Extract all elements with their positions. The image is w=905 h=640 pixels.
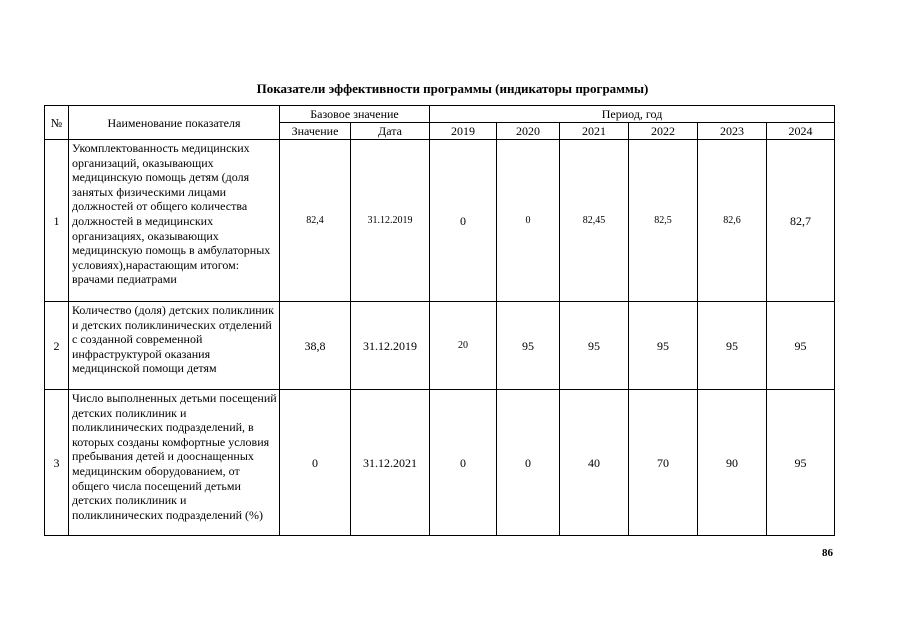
year-value-cell: 82,5	[629, 140, 698, 302]
table-row	[45, 140, 835, 302]
column-header-base-group: Базовое значение	[280, 106, 430, 123]
year-value-cell: 95	[497, 302, 560, 390]
year-value-cell: 0	[497, 390, 560, 536]
row-number: 1	[45, 140, 69, 302]
column-header-year: 2024	[767, 123, 835, 140]
indicators-table	[44, 105, 835, 536]
column-header-period-group: Период, год	[430, 106, 835, 123]
page-number: 86	[822, 547, 833, 559]
year-value-cell: 95	[698, 302, 767, 390]
year-value-cell: 70	[629, 390, 698, 536]
base-date-cell: 31.12.2021	[351, 390, 430, 536]
table-row	[45, 302, 835, 390]
year-value-cell: 95	[560, 302, 629, 390]
base-value-cell: 82,4	[280, 140, 351, 302]
indicator-name: Число выполненных детьми посещений детских поликлиник и поликлинических подразделений, в которых созданы комфортные условия пребывания детей и дооснащенных медицинским оборудованием, от общего числа посещений детьми детских поликлиник и поликлинических подразделений (%)	[69, 390, 280, 536]
year-value-cell: 82,45	[560, 140, 629, 302]
row-number: 2	[45, 302, 69, 390]
year-value-cell: 0	[430, 390, 497, 536]
column-header-year: 2019	[430, 123, 497, 140]
column-header-year: 2023	[698, 123, 767, 140]
year-value-cell: 95	[767, 302, 835, 390]
column-header-year: 2020	[497, 123, 560, 140]
table-row	[45, 390, 835, 536]
header-row-top	[45, 106, 835, 123]
year-value-cell: 82,7	[767, 140, 835, 302]
base-value-cell: 38,8	[280, 302, 351, 390]
year-value-cell: 95	[767, 390, 835, 536]
year-value-cell: 82,6	[698, 140, 767, 302]
column-header-year: 2021	[560, 123, 629, 140]
year-value-cell: 0	[497, 140, 560, 302]
indicator-name: Количество (доля) детских поликлиник и детских поликлинических отделений с созданной современной инфраструктурой оказания медицинской помощи детям	[69, 302, 280, 390]
base-date-cell: 31.12.2019	[351, 140, 430, 302]
year-value-cell: 95	[629, 302, 698, 390]
column-header-year: 2022	[629, 123, 698, 140]
year-value-cell: 40	[560, 390, 629, 536]
row-number: 3	[45, 390, 69, 536]
year-value-cell: 0	[430, 140, 497, 302]
column-header-name: Наименование показателя	[69, 106, 280, 140]
column-header-base-value: Значение	[280, 123, 351, 140]
column-header-num: №	[45, 106, 69, 140]
year-value-cell: 20	[430, 302, 497, 390]
year-value-cell: 90	[698, 390, 767, 536]
table-title: Показатели эффективности программы (индикаторы программы)	[256, 81, 649, 96]
column-header-base-date: Дата	[351, 123, 430, 140]
indicator-name: Укомплектованность медицинских организаций, оказывающих медицинскую помощь детям (доля занятых физическими лицами должностей от общего количества должностей в медицинских организациях, оказывающих медицинскую помощь в амбулаторных условиях),нарастающим итогом: врачами педиатрами	[69, 140, 280, 302]
base-value-cell: 0	[280, 390, 351, 536]
base-date-cell: 31.12.2019	[351, 302, 430, 390]
